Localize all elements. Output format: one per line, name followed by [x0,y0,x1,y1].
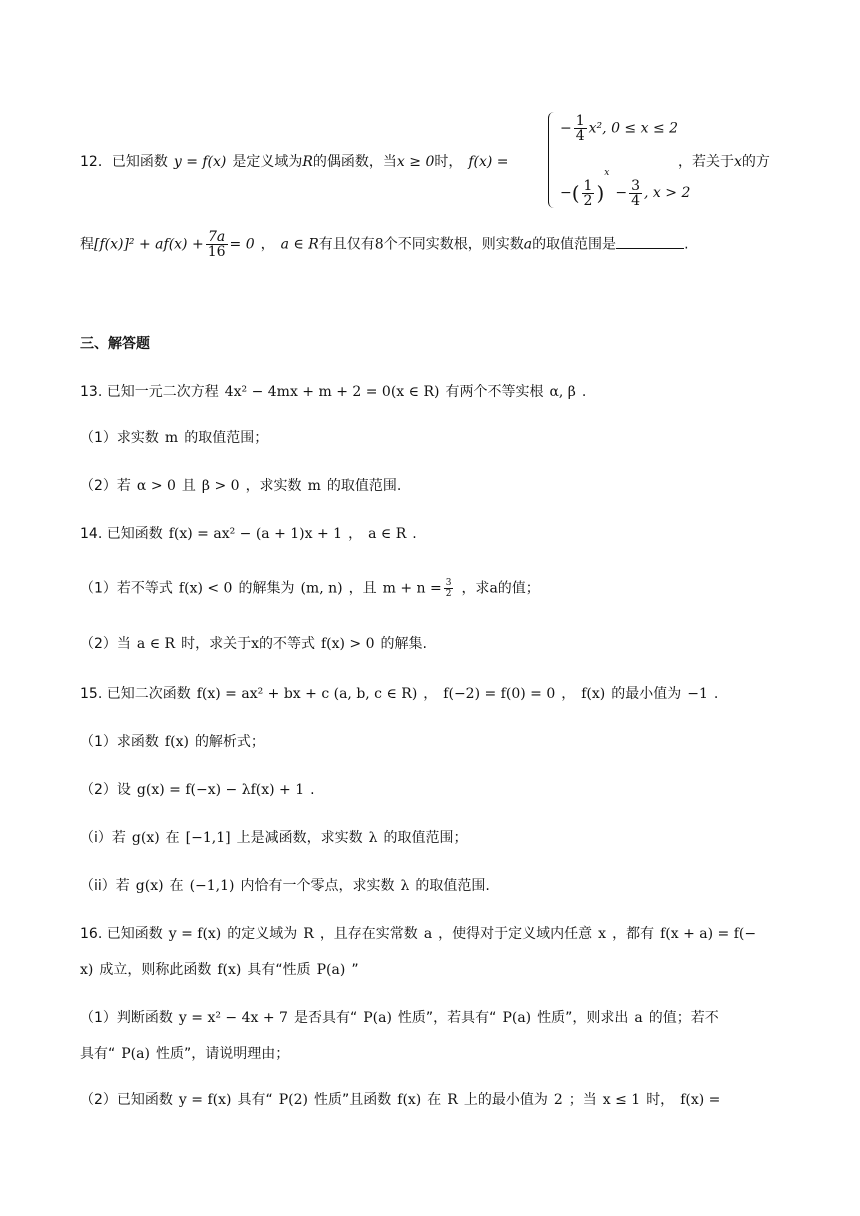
section-title: 三、解答题 [80,336,150,352]
q14-head: 14. 已知函数 f(x) = ax² − (a + 1)x + 1 ， a ∈ R . [80,526,417,542]
q12-equation: [f(x)]² + af(x) + [94,236,204,253]
q15-part1: （1）求函数 f(x) 的解析式； [80,734,265,750]
answer-blank[interactable] [616,234,684,249]
q14-part1: （1）若不等式 f(x) < 0 的解集为 (m, n) ，且 m + n = $\frac{3}{2}$ ，求a的值； [80,578,540,599]
q16-part1-cont: 具有“ P(a) 性质”，请说明理由； [80,1046,290,1062]
q15-head: 15. 已知二次函数 f(x) = ax² + bx + c (a, b, c ∈ R) ， f(−2) = f(0) = 0 ， f(x) 的最小值为 −1 . [80,686,719,702]
q12-number: 12． [80,154,112,170]
q12-line1-tail: ，若关于x的方 [678,154,770,170]
q12-function: y = f(x) [173,154,227,170]
q12-line2: 程[f(x)]² + af(x) + $\frac{7a}{16}$ = 0 ， a ∈ R有且仅有8个不同实数根，则实数a的取值范围是 . [80,229,689,260]
q15-part2-ii: （ii）若 g(x) 在 (−1,1) 内恰有一个零点，求实数 λ 的取值范围. [80,878,490,894]
q12-case1: − $\frac{1}{4}$ x², 0 ≤ x ≤ 2 [560,113,679,144]
q12-line1: 12．已知函数 y = f(x) 是定义域为R的偶函数，当x ≥ 0时， f(x) = [80,154,509,170]
q13-part1: （1）求实数 m 的取值范围； [80,430,269,446]
q16-line2: x) 成立，则称此函数 f(x) 具有“性质 P(a) ” [80,962,359,978]
q16-part1: （1）判断函数 y = x² − 4x + 7 是否具有“ P(a) 性质”，若具有“ P(a) 性质”，则求出 a 的值；若不 [80,1010,719,1026]
q15-part2-i: （i）若 g(x) 在 [−1,1] 上是减函数，求实数 λ 的取值范围； [80,830,468,846]
q12-case2: −( $\frac{1}{2}$ )$^x$− $\frac{3}{4}$ , x > 2 [560,168,691,209]
q16-line1: 16. 已知函数 y = f(x) 的定义域为 R ，且存在实常数 a ，使得对于定义域内任意 x ，都有 f(x + a) = f(− [80,926,757,942]
piecewise-brace [548,112,557,208]
q16-part2: （2）已知函数 y = f(x) 具有“ P(2) 性质”且函数 f(x) 在 R 上的最小值为 2 ；当 x ≤ 1 时， f(x) = [80,1092,721,1108]
q13-part2: （2）若 α > 0 且 β > 0 ，求实数 m 的取值范围. [80,478,402,494]
q14-part2: （2）当 a ∈ R 时，求关于x的不等式 f(x) > 0 的解集. [80,636,427,652]
q13-head: 13. 已知一元二次方程 4x² − 4mx + m + 2 = 0(x ∈ R) 有两个不等实根 α, β . [80,384,587,400]
q15-part2: （2）设 g(x) = f(−x) − λf(x) + 1 . [80,782,315,798]
